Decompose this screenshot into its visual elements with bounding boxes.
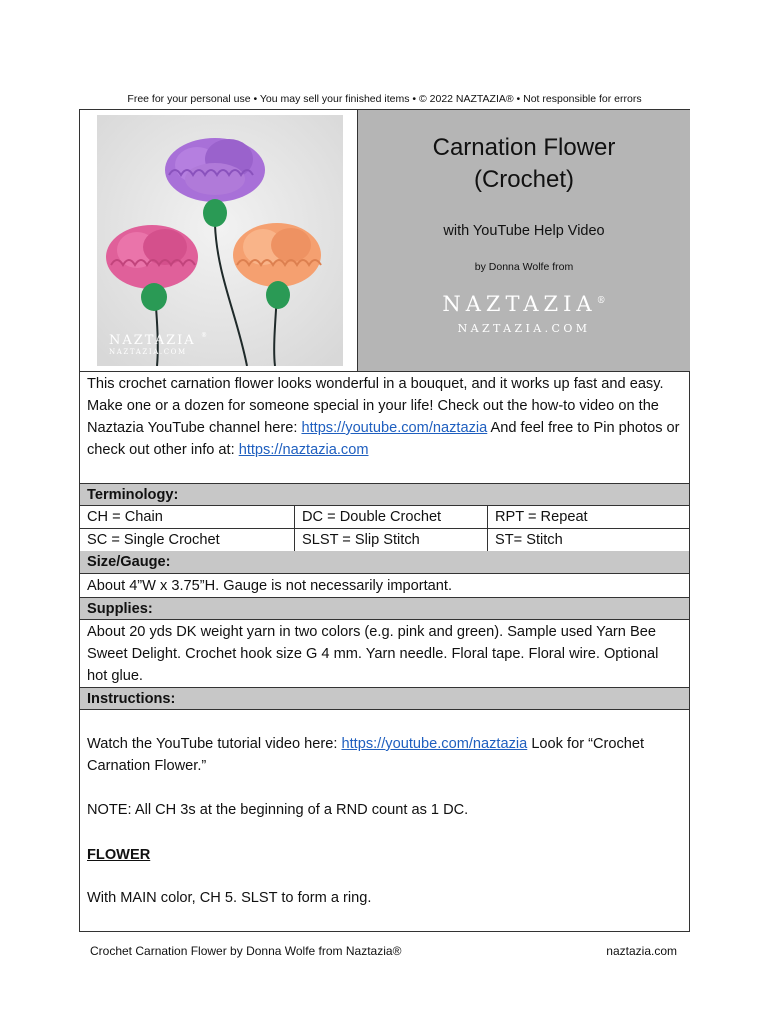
hero-section xyxy=(80,110,689,372)
terminology-heading: Terminology: xyxy=(80,483,689,506)
intro-text-2: And feel free to Pin photos or check out other info at: xyxy=(87,420,680,458)
carnation-illustration xyxy=(97,115,343,366)
flower-step: With MAIN color, CH 5. SLST to form a ring. xyxy=(87,890,372,906)
pattern-subtitle: with YouTube Help Video xyxy=(443,223,605,239)
title-line-2: (Crochet) xyxy=(473,166,575,193)
note-text: NOTE: All CH 3s at the beginning of a RND count as 1 DC. xyxy=(87,802,469,818)
size-heading: Size/Gauge: xyxy=(80,551,689,574)
photo-watermark-mark: ® xyxy=(201,332,207,339)
term-cell: CH = Chain xyxy=(80,506,295,529)
photo-watermark-url: NAZTAZIA.COM xyxy=(109,348,187,356)
title-panel xyxy=(357,110,690,371)
footer-credit: Crochet Carnation Flower by Donna Wolfe from Naztazia® xyxy=(90,944,402,958)
tutorial-link[interactable]: https://youtube.com/naztazia xyxy=(341,736,528,752)
supplies-heading: Supplies: xyxy=(80,597,689,620)
header-disclaimer: Free for your personal use • You may sell your finished items • © 2022 NAZTAZIA® • Not responsible for errors xyxy=(127,93,642,105)
carnation-photo xyxy=(97,115,343,366)
pattern-title xyxy=(358,132,690,196)
intro-text xyxy=(80,372,689,462)
term-cell: SLST = Slip Stitch xyxy=(295,529,488,552)
flower-heading: FLOWER xyxy=(87,847,151,863)
instructions-heading: Instructions: xyxy=(80,687,689,710)
watch-text: Watch the YouTube tutorial video here: xyxy=(87,736,342,752)
youtube-link[interactable]: https://youtube.com/naztazia xyxy=(301,420,488,436)
term-cell: SC = Single Crochet xyxy=(80,529,295,552)
intro-text-1: This crochet carnation flower looks wonderful in a bouquet, and it works up fast and easy. Make one or a dozen for someone special in your life! Check out the how-to video on the Naztazia YouTube channel here: xyxy=(87,376,664,436)
size-text: About 4”W x 3.75”H. Gauge is not necessarily important. xyxy=(87,578,453,594)
brand-name: NAZTAZIA xyxy=(442,292,597,316)
term-cell: DC = Double Crochet xyxy=(295,506,488,529)
brand-logo xyxy=(358,292,690,316)
term-cell: ST= Stitch xyxy=(488,529,690,552)
term-cell: RPT = Repeat xyxy=(488,506,690,529)
supplies-text: About 20 yds DK weight yarn in two colors (e.g. pink and green). Sample used Yarn Bee Sweet Delight. Crochet hook size G 4 mm. Yarn needle. Floral tape. Floral wire. Optional hot glue. xyxy=(87,624,659,684)
website-link[interactable]: https://naztazia.com xyxy=(238,442,369,458)
brand-url: NAZTAZIA.COM xyxy=(457,322,591,335)
watch-paragraph xyxy=(80,732,689,778)
table-row xyxy=(80,506,689,529)
brand-registered-mark: ® xyxy=(596,296,606,306)
terminology-table xyxy=(80,506,689,552)
watch-after-text: Look for “Crochet Carnation Flower.” xyxy=(87,736,645,774)
table-row xyxy=(80,529,689,552)
title-line-1: Carnation Flower xyxy=(432,134,616,161)
pattern-frame xyxy=(79,109,690,932)
photo-watermark: NAZTAZIA xyxy=(109,333,196,348)
flower-section-heading xyxy=(80,843,689,867)
author-byline: by Donna Wolfe from xyxy=(474,261,574,273)
footer-site: naztazia.com xyxy=(606,944,677,958)
